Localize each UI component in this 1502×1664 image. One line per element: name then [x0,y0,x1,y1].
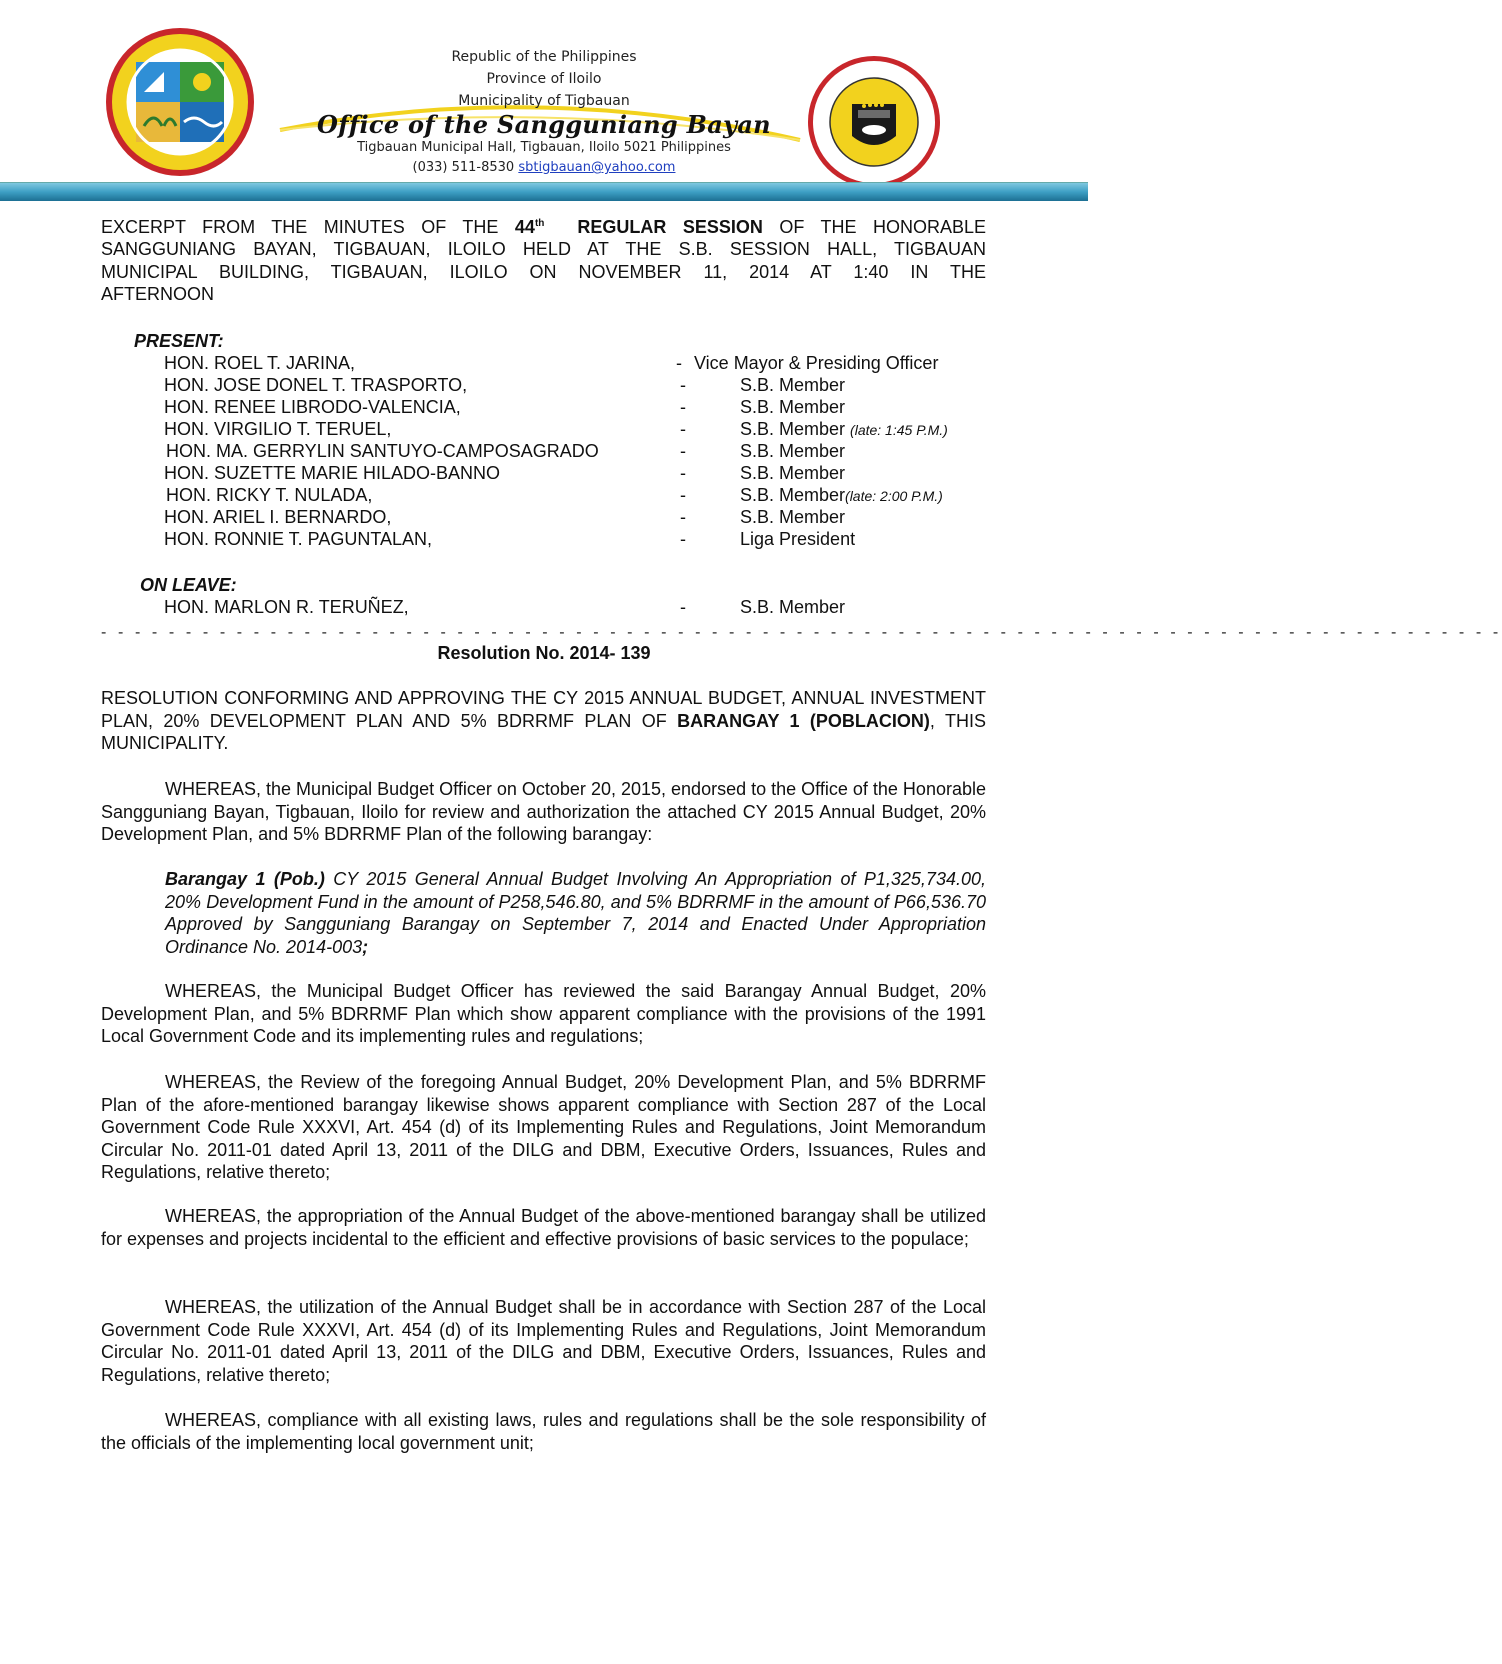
excerpt-line-2: SANGGUNIANG BAYAN, TIGBAUAN, ILOILO HELD AT THE S.B. SESSION HALL, TIGBAUAN [101,239,986,259]
header-email-link[interactable]: sbtigbauan@yahoo.com [518,160,676,175]
member-dash: - [680,529,686,549]
present-label: PRESENT: [134,331,224,351]
member-dash: - [680,375,686,395]
excerpt-line-4: AFTERNOON [101,284,215,304]
header-contact [300,160,788,175]
whereas-paragraph: WHEREAS, the Review of the foregoing Annual Budget, 20% Development Plan, and 5% BDRRMF Plan of the afore-mentioned barangay likewise shows apparent compliance with Section 287 of the Local Government Code Rule XXXVI, Art. 454 (d) of its Implementing Rules and Regulations, Joint Memorandum Circular No. 2011-01 dated April 13, 2011 of the DILG and DBM, Executive Orders, Issuances, Rules and Regulations, relative thereto; [101,1072,986,1182]
whereas-paragraph: WHEREAS, the Municipal Budget Officer has reviewed the said Barangay Annual Budget, 20% Development Plan, and 5% BDRRMF Plan which show apparent compliance with the provisions of the 1991 Local Government Code and its implementing rules and regulations; [101,981,986,1046]
member-name: HON. MA. GERRYLIN SANTUYO-CAMPOSAGRADO [166,441,599,461]
member-name: HON. SUZETTE MARIE HILADO-BANNO [164,463,501,483]
member-name: HON. RONNIE T. PAGUNTALAN, [164,529,433,549]
member-dash: - [680,419,686,439]
member-name: HON. ARIEL I. BERNARDO, [164,507,392,527]
municipality-seal-logo [104,26,256,178]
whereas-paragraph: WHEREAS, the appropriation of the Annual Budget of the above-mentioned barangay shall be utilized for expenses and projects incidental to the efficient and effective provisions of basic services to the populace; [101,1206,986,1249]
member-role: S.B. Member [740,397,846,417]
whereas-paragraph: WHEREAS, compliance with all existing laws, rules and regulations shall be the sole responsibility of the officials of the implementing local government unit; [101,1410,986,1453]
member-name: HON. JOSE DONEL T. TRASPORTO, [164,375,468,395]
member-role: S.B. Member [740,441,846,461]
member-name: HON. RICKY T. NULADA, [166,485,373,505]
whereas-paragraph: WHEREAS, the Municipal Budget Officer on October 20, 2015, endorsed to the Office of the Honorable Sangguniang Bayan, Tigbauan, Iloilo for review and authorization the attached CY 2015 Annual Budget, 20% Development Plan, and 5% BDRRMF Plan of the following barangay: [101,779,986,844]
on-leave-label: ON LEAVE: [140,575,237,595]
resolution-number: Resolution No. 2014- 139 [437,643,651,663]
section-separator: - - - - - - - - - - - - - - - - - - - - - - - - - - - - - - - - - - - - - - - - - - - - - - - - - - - - - - - - - - - - - - - - - - - - - - - - - - - - - - - - - - - [101,624,1502,641]
excerpt-line-1: EXCERPT FROM THE MINUTES OF THE 44th REGULAR SESSION OF THE HONORABLE [101,217,986,237]
whereas-paragraph: WHEREAS, the utilization of the Annual Budget shall be in accordance with Section 287 of the Local Government Code Rule XXXVI, Art. 454 (d) of its Implementing Rules and Regulations, Joint Memorandum Circular No. 2011-01 dated April 13, 2011 of the DILG and DBM, Executive Orders, Issuances, Rules and Regulations, relative thereto; [101,1297,986,1385]
member-role: S.B. Member [740,597,846,617]
member-role: S.B. Member(late: 2:00 P.M.) [740,485,943,505]
member-dash: - [680,507,686,527]
member-dash: - [676,353,682,373]
header-band [0,182,1088,201]
barangay-paragraph: Barangay 1 (Pob.) CY 2015 General Annual Budget Involving An Appropriation of P1,325,734.00, 20% Development Fund in the amount of P258,546.80, and 5% BDRRMF in the amount of P66,536.70 Approved by Sangguniang Barangay on September 7, 2014 and Enacted Under Appropriation Ordinance No. 2014-003; [165,869,986,957]
excerpt-line-3: MUNICIPAL BUILDING, TIGBAUAN, ILOILO ON NOVEMBER 11, 2014 AT 1:40 IN THE [101,262,986,282]
member-role: S.B. Member (late: 1:45 P.M.) [740,419,948,439]
member-role: S.B. Member [740,507,846,527]
member-role: Vice Mayor & Presiding Officer [694,353,939,373]
header-municipality: Municipality of Tigbauan [458,93,630,109]
member-dash: - [680,441,686,461]
member-dash: - [680,397,686,417]
header-address: Tigbauan Municipal Hall, Tigbauan, Iloilo 5021 Philippines [357,140,731,155]
member-role: S.B. Member [740,375,846,395]
member-late-note: (late: 1:45 P.M.) [850,422,948,438]
member-dash: - [680,597,686,617]
member-role: Liga President [740,529,856,549]
header-province: Province of Iloilo [486,71,602,87]
member-name: HON. ROEL T. JARINA, [164,353,356,373]
member-late-note: (late: 2:00 P.M.) [845,488,943,504]
header-republic: Republic of the Philippines [451,49,637,65]
resolution-title: RESOLUTION CONFORMING AND APPROVING THE CY 2015 ANNUAL BUDGET, ANNUAL INVESTMENT PLAN, 20% DEVELOPMENT PLAN AND 5% BDRRMF PLAN OF BARANGAY 1 (POBLACION), THIS MUNICIPALITY. [101,688,986,753]
member-name: HON. MARLON R. TERUÑEZ, [164,597,409,617]
member-dash: - [680,463,686,483]
member-name: HON. VIRGILIO T. TERUEL, [164,419,392,439]
member-name: HON. RENEE LIBRODO-VALENCIA, [164,397,461,417]
header-phone: (033) 511-8530 [412,160,515,175]
member-role: S.B. Member [740,463,846,483]
header-office-title: Office of the Sangguniang Bayan [317,110,771,139]
member-dash: - [680,485,686,505]
